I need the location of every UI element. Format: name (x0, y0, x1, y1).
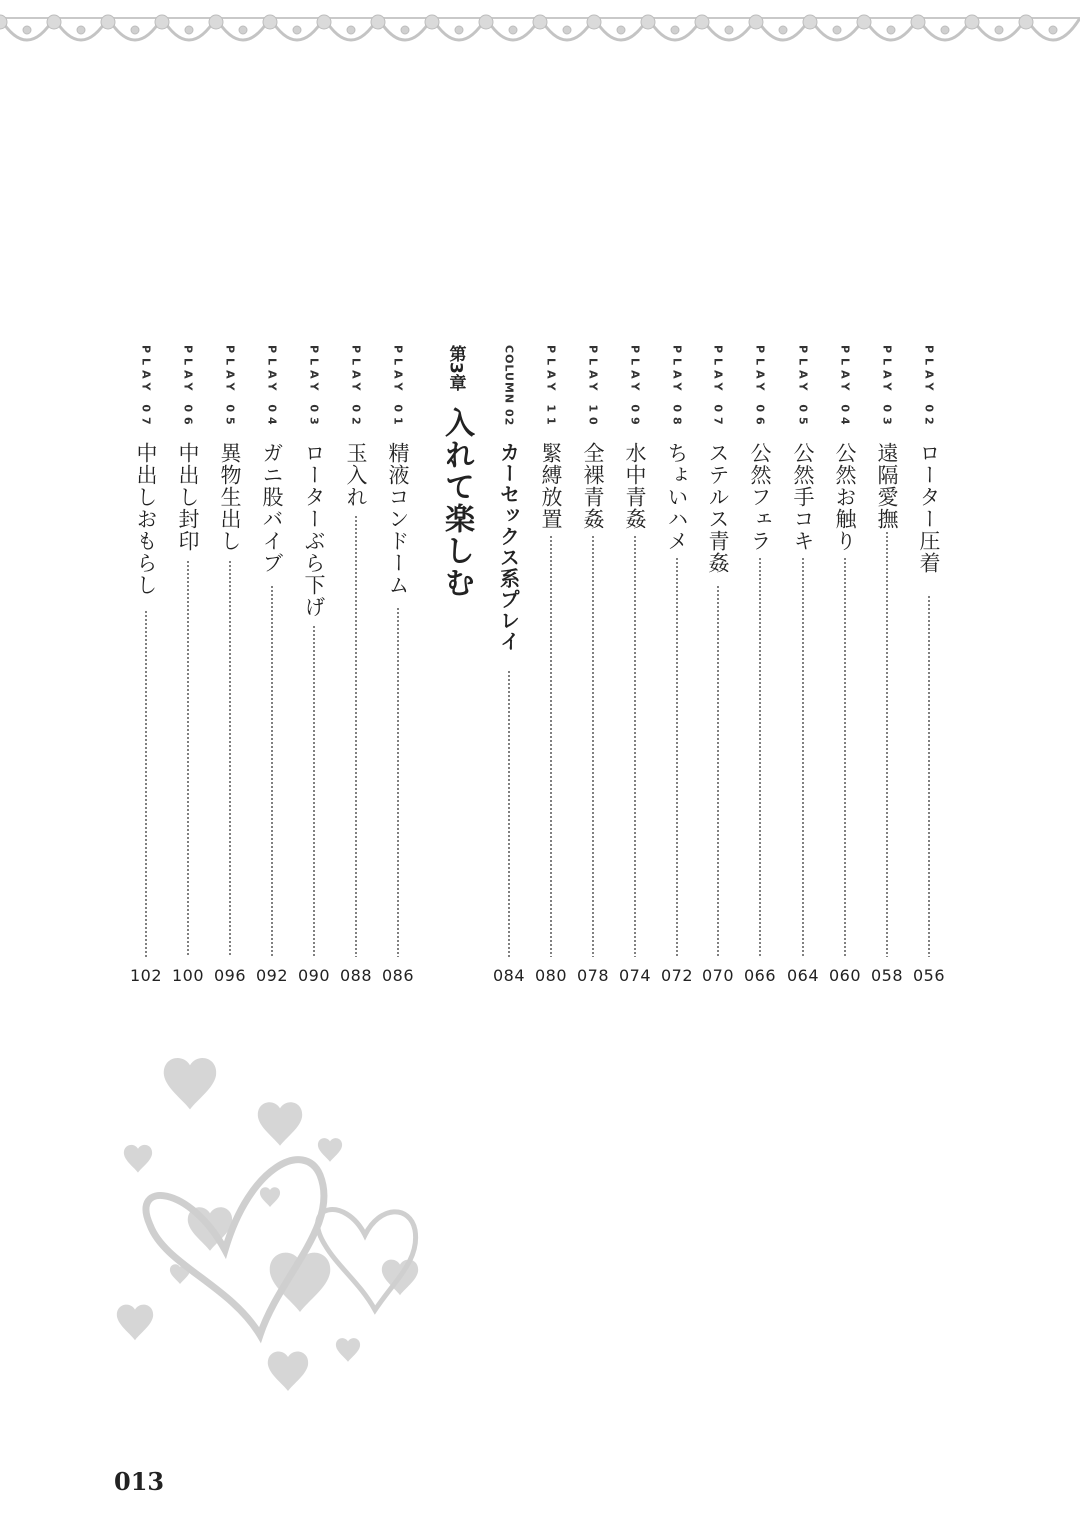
toc-entry[interactable] (703, 345, 733, 985)
play-label: PLAY 07 (139, 345, 153, 430)
play-label: PLAY 08 (670, 345, 684, 430)
leader-dots (229, 560, 231, 957)
toc-entry[interactable] (173, 345, 203, 985)
toc-entry[interactable] (872, 345, 902, 985)
play-label: PLAY 09 (628, 345, 642, 430)
toc-entry[interactable] (830, 345, 860, 985)
page-number: 100 (171, 966, 205, 985)
page-number: 092 (255, 966, 289, 985)
entry-title: ガニ股バイブ (260, 442, 284, 574)
entry-title: ちょいハメ (665, 442, 689, 552)
entry-title: 中出しおもらし (134, 442, 158, 596)
entry-title: 中出し封印 (176, 442, 200, 552)
entry-title: 玉入れ (344, 442, 368, 508)
chapter-title: 入れて楽しむ (439, 407, 474, 599)
toc-entry[interactable] (131, 345, 161, 985)
toc-entry[interactable] (914, 345, 944, 985)
toc-entry[interactable] (215, 345, 245, 985)
toc-entry[interactable] (494, 345, 524, 985)
entry-title: カーセックス系プレイ (496, 442, 521, 652)
leader-dots (634, 535, 636, 957)
leader-dots (759, 557, 761, 957)
entry-title: 公然フェラ (748, 442, 772, 552)
play-label: PLAY 04 (265, 345, 279, 430)
entry-title: 水中青姦 (623, 442, 647, 530)
leader-dots (508, 670, 510, 957)
toc-entry[interactable] (745, 345, 775, 985)
play-label: PLAY 05 (796, 345, 810, 430)
leader-dots (844, 557, 846, 957)
entry-title: 全裸青姦 (581, 442, 605, 530)
page-number: 080 (534, 966, 568, 985)
chapter-number: 第3章 (445, 345, 466, 391)
play-label: PLAY 01 (391, 345, 405, 430)
page-number: 060 (828, 966, 862, 985)
toc-entry[interactable] (383, 345, 413, 985)
page-number: 102 (129, 966, 163, 985)
entry-title: 遠隔愛撫 (875, 442, 899, 530)
play-label: PLAY 03 (307, 345, 321, 430)
column-label: COLUMN 02 (502, 345, 516, 427)
entry-title: ローター圧着 (917, 442, 941, 574)
hearts-decoration (110, 1045, 440, 1395)
page-folio: 013 (114, 1467, 165, 1496)
entry-title: 異物生出し (218, 442, 242, 552)
play-label: PLAY 06 (181, 345, 195, 430)
leader-dots (313, 625, 315, 957)
page-number: 058 (870, 966, 904, 985)
leader-dots (592, 535, 594, 957)
entry-title: ローターぶら下げ (302, 442, 326, 618)
play-label: PLAY 03 (880, 345, 894, 430)
page-number: 064 (786, 966, 820, 985)
entry-title: 公然手コキ (791, 442, 815, 552)
page-number: 056 (912, 966, 946, 985)
toc-entry[interactable] (299, 345, 329, 985)
play-label: PLAY 02 (349, 345, 363, 430)
toc-entry[interactable] (662, 345, 692, 985)
play-label: PLAY 11 (544, 345, 558, 430)
toc-entry[interactable] (620, 345, 650, 985)
toc-entry[interactable] (788, 345, 818, 985)
play-label: PLAY 06 (753, 345, 767, 430)
leader-dots (802, 557, 804, 957)
page-number: 088 (339, 966, 373, 985)
page-number: 090 (297, 966, 331, 985)
leader-dots (271, 585, 273, 957)
page-number: 086 (381, 966, 415, 985)
leader-dots (717, 585, 719, 957)
leader-dots (928, 595, 930, 957)
play-label: PLAY 02 (922, 345, 936, 430)
toc-entry[interactable] (341, 345, 371, 985)
toc-entry[interactable] (578, 345, 608, 985)
entry-title: ステルス青姦 (706, 442, 730, 574)
page-number: 074 (618, 966, 652, 985)
play-label: PLAY 04 (838, 345, 852, 430)
page-number: 070 (701, 966, 735, 985)
page-number: 066 (743, 966, 777, 985)
toc-entry[interactable] (257, 345, 287, 985)
leader-dots (886, 531, 888, 957)
entry-title: 公然お触り (833, 442, 857, 552)
play-label: PLAY 10 (586, 345, 600, 430)
toc-entry[interactable] (536, 345, 566, 985)
leader-dots (676, 557, 678, 957)
page-number: 096 (213, 966, 247, 985)
leader-dots (397, 607, 399, 957)
play-label: PLAY 07 (711, 345, 725, 430)
leader-dots (355, 515, 357, 957)
entry-title: 緊縛放置 (539, 442, 563, 530)
lace-border-ornament (0, 0, 1080, 80)
play-label: PLAY 05 (223, 345, 237, 430)
page-number: 072 (660, 966, 694, 985)
entry-title: 精液コンドーム (386, 442, 410, 596)
page-number: 078 (576, 966, 610, 985)
page-number: 084 (492, 966, 526, 985)
leader-dots (145, 610, 147, 957)
leader-dots (550, 535, 552, 957)
chapter-heading (436, 345, 476, 605)
leader-dots (187, 560, 189, 957)
